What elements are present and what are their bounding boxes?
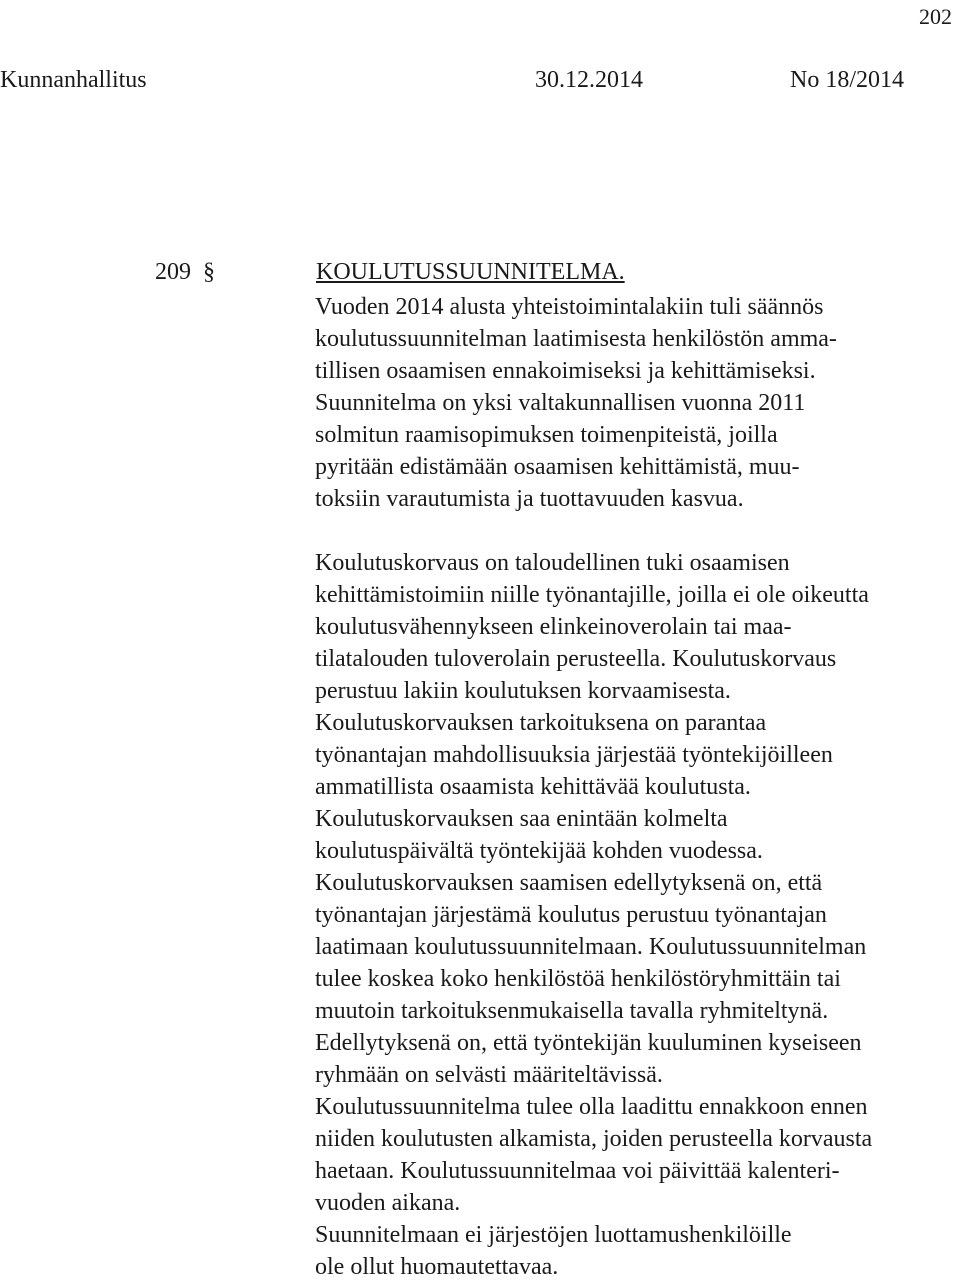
text-line: tillisen osaamisen ennakoimiseksi ja kehittämiseksi. bbox=[315, 358, 816, 384]
text-line: ryhmään on selvästi määriteltävissä. bbox=[315, 1062, 663, 1088]
text-line: ammatillista osaamista kehittävää koulutusta. bbox=[315, 774, 751, 800]
text-line: haetaan. Koulutussuunnitelmaa voi päivittää kalenteri- bbox=[315, 1158, 840, 1184]
paragraph-training-compensation bbox=[315, 547, 960, 1283]
text-line: vuoden aikana. bbox=[315, 1190, 461, 1216]
text-line: Suunnitelmaan ei järjestöjen luottamushenkilöille bbox=[315, 1222, 792, 1248]
text-line: Koulutuskorvaus on taloudellinen tuki osaamisen bbox=[315, 550, 790, 576]
text-line: koulutusvähennykseen elinkeinoverolain tai maa- bbox=[315, 614, 792, 640]
text-line: kehittämistoimiin niille työnantajille, joilla ei ole oikeutta bbox=[315, 582, 869, 608]
text-line: muutoin tarkoituksenmukaisella tavalla ryhmiteltynä. bbox=[315, 998, 829, 1024]
text-line: koulutuspäivältä työntekijää kohden vuodessa. bbox=[315, 838, 763, 864]
text-line: Koulutuskorvauksen tarkoituksena on parantaa bbox=[315, 710, 767, 736]
section-sign: § bbox=[203, 259, 215, 285]
text-line: Koulutuskorvauksen saamisen edellytyksenä on, että bbox=[315, 870, 823, 896]
text-line: ole ollut huomautettavaa. bbox=[315, 1254, 559, 1280]
document-header bbox=[0, 60, 960, 100]
text-line: perustuu lakiin koulutuksen korvaamisesta. bbox=[315, 678, 731, 704]
header-organization: Kunnanhallitus bbox=[0, 67, 147, 93]
text-line: niiden koulutusten alkamista, joiden perusteella korvausta bbox=[315, 1126, 873, 1152]
text-line: Suunnitelma on yksi valtakunnallisen vuonna 2011 bbox=[315, 390, 806, 416]
section-number: 209 bbox=[155, 259, 191, 285]
header-meeting-number: No 18/2014 bbox=[790, 67, 904, 93]
text-line: työnantajan mahdollisuuksia järjestää työntekijöilleen bbox=[315, 742, 833, 768]
text-line: Koulutuskorvauksen saa enintään kolmelta bbox=[315, 806, 728, 832]
text-line: toksiin varautumista ja tuottavuuden kasvua. bbox=[315, 486, 744, 512]
text-line: tilatalouden tuloverolain perusteella. Koulutuskorvaus bbox=[315, 646, 837, 672]
text-line: Edellytyksenä on, että työntekijän kuuluminen kyseiseen bbox=[315, 1030, 862, 1056]
text-line: tulee koskea koko henkilöstöä henkilöstöryhmittäin tai bbox=[315, 966, 841, 992]
paragraph-background bbox=[315, 291, 960, 515]
text-line: Koulutussuunnitelma tulee olla laadittu ennakkoon ennen bbox=[315, 1094, 868, 1120]
page-number: 202 bbox=[919, 4, 952, 29]
text-line: koulutussuunnitelman laatimisesta henkilöstön amma- bbox=[315, 326, 837, 352]
text-line: solmitun raamisopimuksen toimenpiteistä, joilla bbox=[315, 422, 778, 448]
text-line: laatimaan koulutussuunnitelmaan. Koulutussuunnitelman bbox=[315, 934, 867, 960]
text-line: työnantajan järjestämä koulutus perustuu työnantajan bbox=[315, 902, 827, 928]
text-line: Vuoden 2014 alusta yhteistoimintalakiin tuli säännös bbox=[315, 294, 824, 320]
section-title: KOULUTUSSUUNNITELMA. bbox=[316, 259, 625, 285]
text-line: pyritään edistämään osaamisen kehittämistä, muu- bbox=[315, 454, 800, 480]
header-date: 30.12.2014 bbox=[535, 67, 643, 93]
